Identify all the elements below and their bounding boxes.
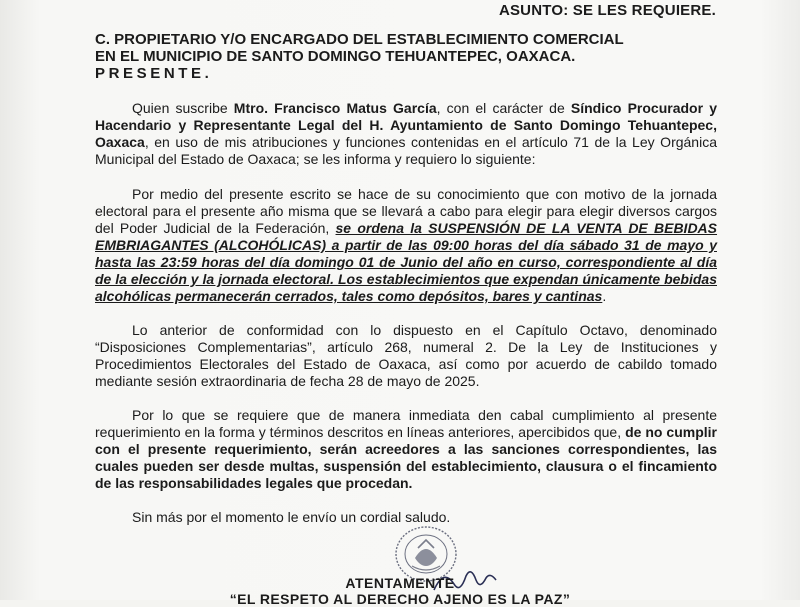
subject-line: ASUNTO: SE LES REQUIERE.: [498, 2, 716, 19]
paragraph-order: [95, 186, 717, 305]
order-text-1: Por medio del presente escrito se hace de su conocimiento que con motivo de la jornada electoral para el presente año misma que se llevará a cabo para elegir para elegir diversos cargos del Poder Judicial de la Federación,: [95, 186, 717, 236]
paragraph-farewell: Sin más por el momento le envío un cordial saludo.: [132, 509, 451, 525]
addressee-presente: PRESENTE.: [95, 65, 213, 82]
paragraph-intro: [95, 100, 717, 168]
intro-text-1: Quien suscribe: [132, 100, 234, 116]
signer-title: Síndico Procurador y Hacendario y Representante Legal del H. Ayuntamiento de Santo Domingo Tehuantepec, Oaxaca: [95, 100, 717, 150]
addressee-line-2: EN EL MUNICIPIO DE SANTO DOMINGO TEHUANTEPEC, OAXACA.: [95, 48, 576, 65]
paragraph-legal-basis: Lo anterior de conformidad con lo dispuesto en el Capítulo Octavo, denominado “Disposiciones Complementarias”, artículo 268, numeral 2. De la Ley de Instituciones y Procedimientos Electorales del Estado de Oaxaca, así como por acuerdo de cabildo tomado mediante sesión extraordinaria de fecha 28 de mayo de 2025.: [95, 322, 717, 389]
closing-atentamente: ATENTAMENTE: [345, 575, 455, 591]
order-text-2: .: [602, 288, 607, 304]
paragraph-requirement: [95, 407, 717, 492]
requirement-sanctions: de no cumplir con el presente requerimiento, serán acreedores a las sanciones correspondientes, las cuales pueden ser desde multas, suspensión del establecimiento, clausura o el fincamiento de las responsabilidades legales que procedan.: [95, 424, 717, 491]
closing-motto: “EL RESPETO AL DERECHO AJENO ES LA PAZ”: [229, 591, 571, 607]
addressee-line-1: C. PROPIETARIO Y/O ENCARGADO DEL ESTABLECIMIENTO COMERCIAL: [95, 31, 624, 48]
addressee-block: [95, 31, 735, 82]
intro-text-3: , en uso de mis atribuciones y funciones contenidas en el artículo 71 de la Ley Orgánica Municipal del Estado de Oaxaca; se les informa y requiero lo siguiente:: [95, 134, 717, 167]
intro-text-2: , con el carácter de: [436, 100, 571, 116]
order-suspension-notice: se ordena la SUSPENSIÓN DE LA VENTA DE BEBIDAS EMBRIAGANTES (ALCOHÓLICAS) a partir de las 09:00 horas del día sábado 31 de mayo y hasta las 23:59 horas del día domingo 01 de Junio del año en curso, correspondiente al día de la elección y la jornada electoral. Los establecimientos que expendan únicamente bebidas alcohólicas permanecerán cerrados, tales como depósitos, bares y cantinas: [95, 220, 718, 304]
signer-name: Mtro. Francisco Matus García: [233, 100, 437, 116]
requirement-text-1: Por lo que se requiere que de manera inmediata den cabal cumplimiento al presente requerimiento en la forma y términos descritos en líneas anteriores, apercibidos que,: [95, 407, 717, 440]
